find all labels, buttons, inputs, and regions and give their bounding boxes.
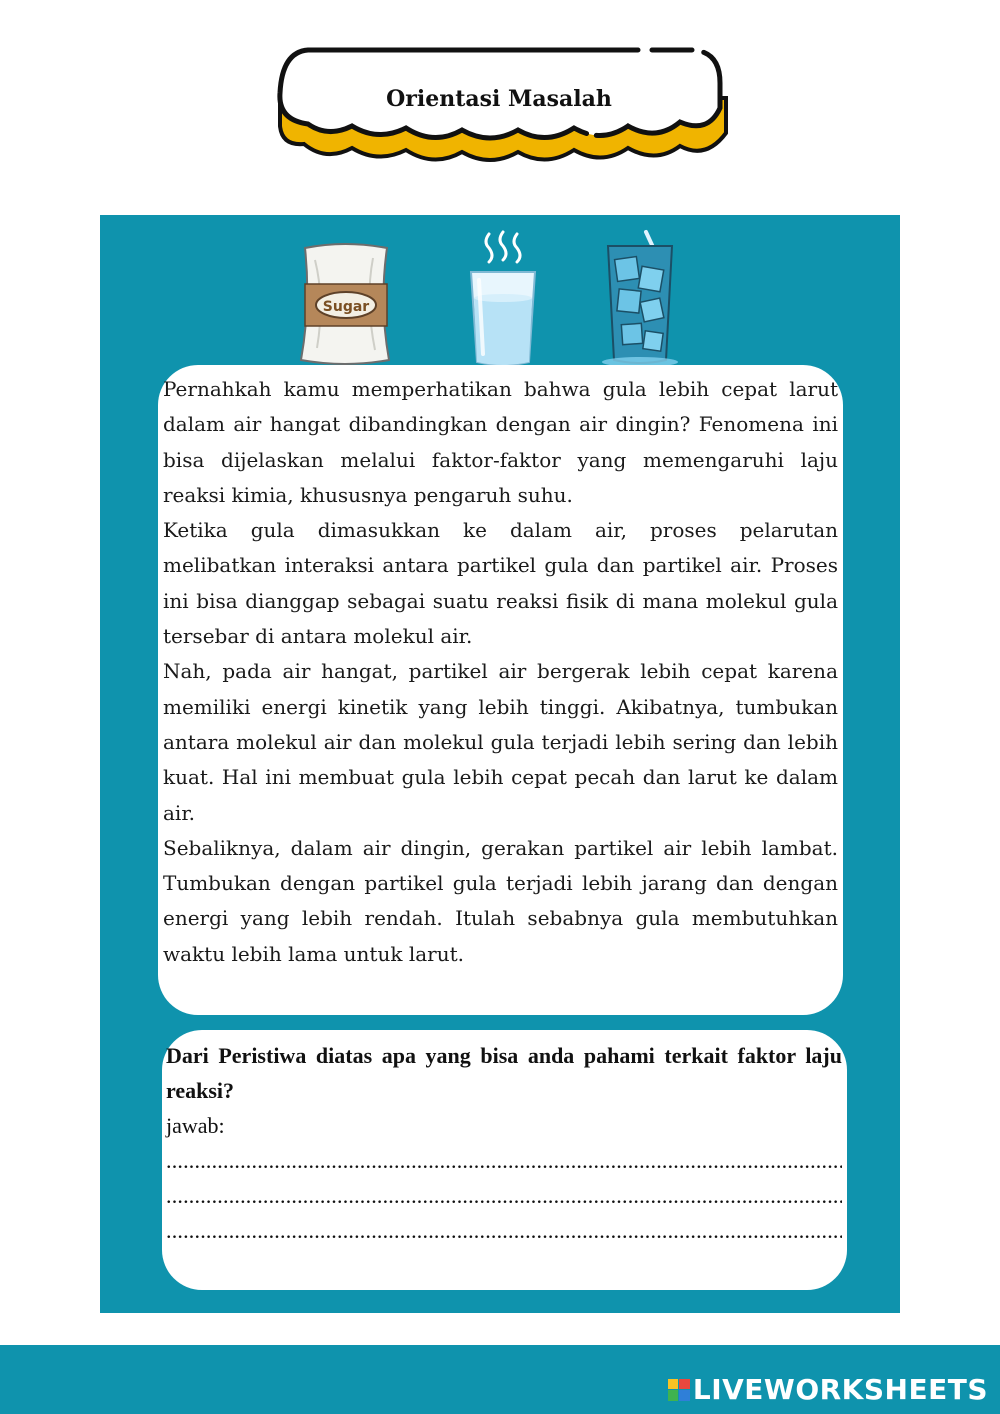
answer-label: jawab: [166, 1113, 225, 1138]
footer-bar [0, 1345, 1000, 1414]
brand-name: LIVEWORKSHEETS [692, 1373, 988, 1406]
page-title: Orientasi Masalah [386, 86, 612, 112]
hot-water-glass-icon [465, 228, 541, 368]
answer-line[interactable] [166, 1213, 842, 1248]
reading-text [163, 372, 838, 972]
question-block [166, 1038, 842, 1248]
paragraph: Pernahkah kamu memperhatikan bahwa gula lebih cepat larut dalam air hangat dibandingkan dengan air dingin? Fenomena ini bisa dijelaskan melalui faktor-faktor yang memengaruhi laju reaksi kimia, khususnya pengaruh suhu. [163, 377, 838, 507]
sugar-label: Sugar [322, 299, 370, 315]
iced-water-glass-icon [598, 228, 682, 368]
paragraph: Ketika gula dimasukkan ke dalam air, proses pelarutan melibatkan interaksi antara partikel gula dan partikel air. Proses ini bisa dianggap sebagai suatu reaksi fisik di mana molekul gula tersebar di antara molekul air. [163, 518, 838, 649]
question-text: Dari Peristiwa diatas apa yang bisa anda pahami terkait faktor laju reaksi? [166, 1043, 842, 1103]
liveworksheets-logo[interactable] [668, 1373, 988, 1406]
paragraph: Sebaliknya, dalam air dingin, gerakan partikel air lebih lambat. Tumbukan dengan partikel gula terjadi lebih jarang dan dengan energi yang lebih rendah. Itulah sebabnya gula membutuhkan waktu lebih lama untuk larut. [163, 835, 838, 966]
answer-line[interactable] [166, 1143, 842, 1178]
answer-line[interactable] [166, 1178, 842, 1213]
liveworksheets-logo-icon [668, 1379, 690, 1401]
sugar-bag-icon [295, 240, 395, 368]
paragraph: Nah, pada air hangat, partikel air bergerak lebih cepat karena memiliki energi kinetik yang lebih tinggi. Akibatnya, tumbukan antara molekul air dan molekul gula terjadi lebih sering dan lebih kuat. Hal ini membuat gula lebih cepat pecah dan larut ke dalam air. [163, 659, 838, 825]
